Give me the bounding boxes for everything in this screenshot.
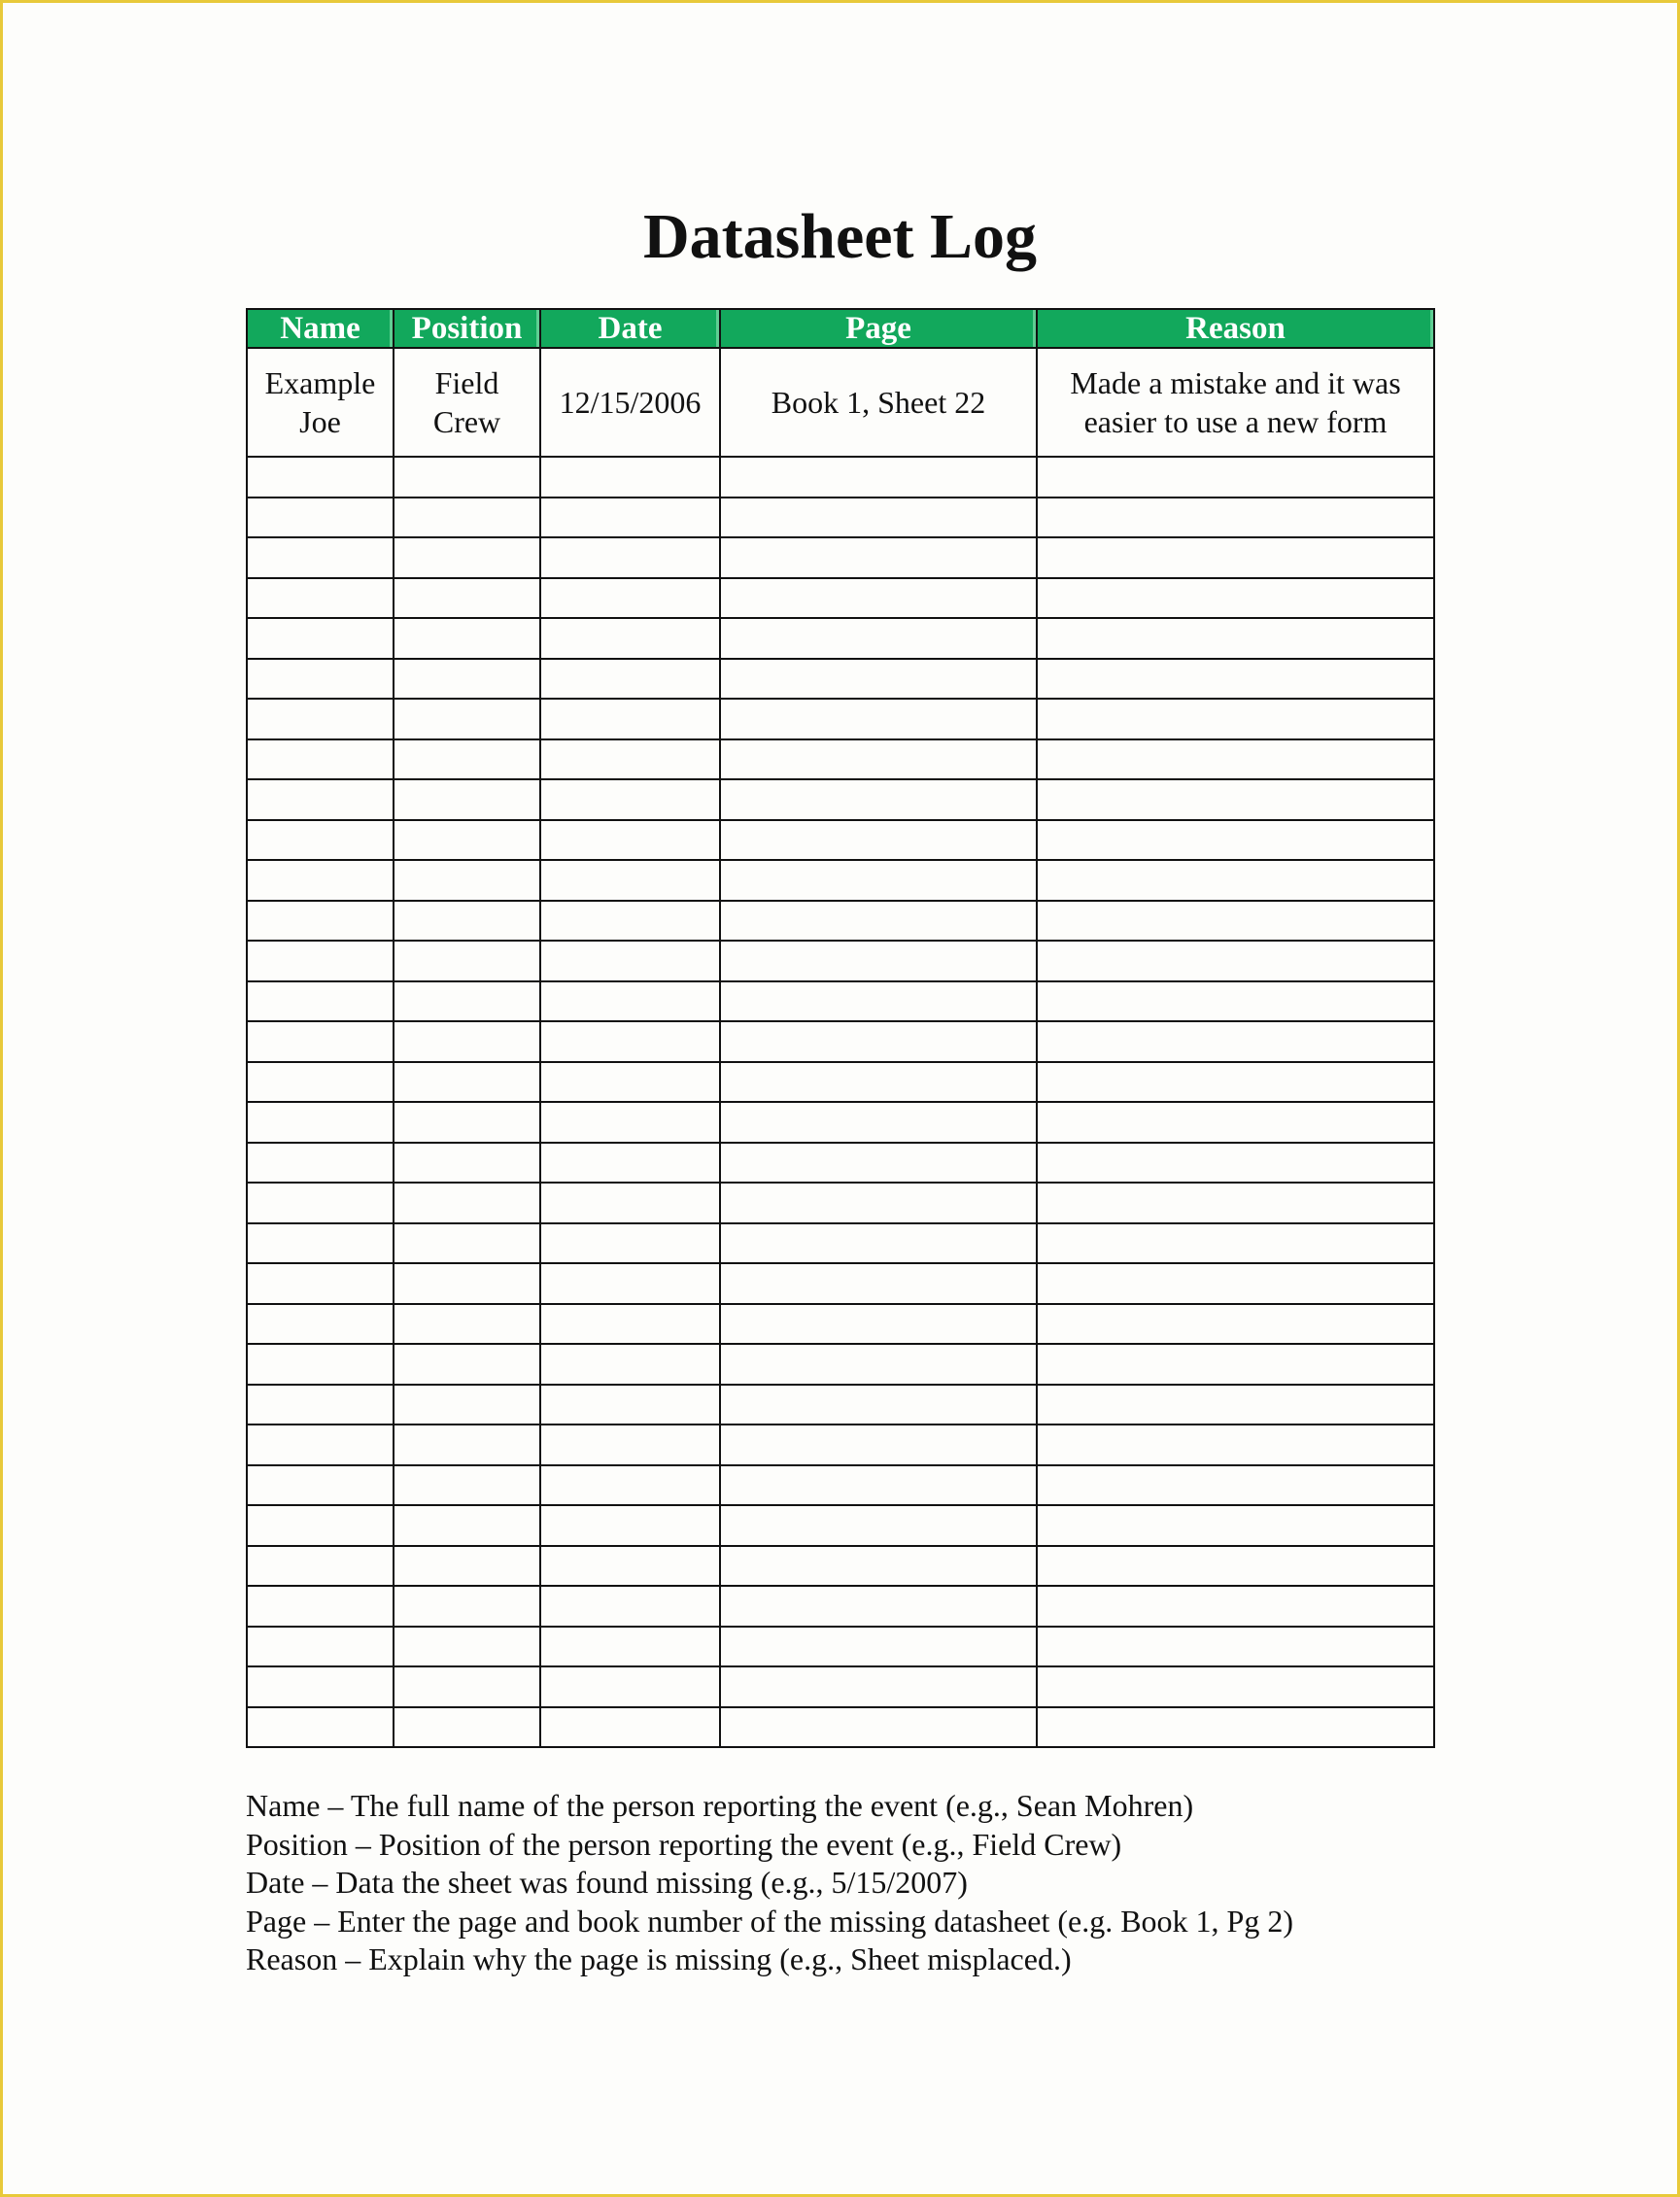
blank-reason-cell[interactable]: [1037, 1586, 1434, 1627]
blank-reason-cell[interactable]: [1037, 1385, 1434, 1425]
blank-position-cell[interactable]: [394, 1546, 540, 1587]
table-row: [247, 901, 1434, 942]
blank-position-cell[interactable]: [394, 901, 540, 942]
blank-position-cell[interactable]: [394, 1102, 540, 1143]
example-page-cell: Book 1, Sheet 22: [720, 348, 1037, 457]
table-row: [247, 860, 1434, 901]
blank-date-cell[interactable]: [540, 1183, 720, 1223]
table-row: [247, 1062, 1434, 1103]
blank-page-cell[interactable]: [720, 1062, 1037, 1103]
blank-name-cell[interactable]: [247, 1021, 394, 1062]
blank-reason-cell[interactable]: [1037, 1102, 1434, 1143]
blank-name-cell[interactable]: [247, 860, 394, 901]
blank-name-cell[interactable]: [247, 1304, 394, 1345]
table-row: [247, 1627, 1434, 1667]
blank-date-cell[interactable]: [540, 1062, 720, 1103]
column-header-reason: Reason: [1037, 309, 1434, 348]
table-row: [247, 981, 1434, 1022]
blank-page-cell[interactable]: [720, 981, 1037, 1022]
blank-page-cell[interactable]: [720, 1707, 1037, 1748]
blank-name-cell[interactable]: [247, 941, 394, 981]
blank-date-cell[interactable]: [540, 981, 720, 1022]
blank-name-cell[interactable]: [247, 1586, 394, 1627]
blank-reason-cell[interactable]: [1037, 537, 1434, 578]
blank-date-cell[interactable]: [540, 1707, 720, 1748]
blank-page-cell[interactable]: [720, 1102, 1037, 1143]
blank-page-cell[interactable]: [720, 1304, 1037, 1345]
example-name-line-2: Joe: [299, 404, 341, 439]
blank-name-cell[interactable]: [247, 1465, 394, 1506]
example-name-line-1: Example: [264, 365, 376, 400]
blank-date-cell[interactable]: [540, 1223, 720, 1264]
table-row: [247, 1344, 1434, 1385]
blank-date-cell[interactable]: [540, 498, 720, 538]
table-row: [247, 1586, 1434, 1627]
blank-name-cell[interactable]: [247, 739, 394, 780]
blank-position-cell[interactable]: [394, 860, 540, 901]
table-row: [247, 1143, 1434, 1184]
blank-position-cell[interactable]: [394, 1627, 540, 1667]
blank-date-cell[interactable]: [540, 1263, 720, 1304]
blank-name-cell[interactable]: [247, 1102, 394, 1143]
blank-page-cell[interactable]: [720, 1263, 1037, 1304]
table-row: [247, 941, 1434, 981]
blank-position-cell[interactable]: [394, 1021, 540, 1062]
blank-page-cell[interactable]: [720, 1385, 1037, 1425]
table-row: [247, 1505, 1434, 1546]
blank-position-cell[interactable]: [394, 739, 540, 780]
blank-position-cell[interactable]: [394, 578, 540, 619]
legend-position: Position – Position of the person reporting the event (e.g., Field Crew): [246, 1826, 1122, 1862]
example-reason-line-1: Made a mistake and it was: [1070, 365, 1401, 400]
blank-name-cell[interactable]: [247, 901, 394, 942]
blank-position-cell[interactable]: [394, 1263, 540, 1304]
column-header-position: Position: [394, 309, 540, 348]
blank-date-cell[interactable]: [540, 1425, 720, 1465]
blank-page-cell[interactable]: [720, 1021, 1037, 1062]
blank-page-cell[interactable]: [720, 618, 1037, 659]
blank-position-cell[interactable]: [394, 498, 540, 538]
blank-page-cell[interactable]: [720, 1465, 1037, 1506]
blank-page-cell[interactable]: [720, 659, 1037, 700]
blank-reason-cell[interactable]: [1037, 659, 1434, 700]
blank-page-cell[interactable]: [720, 941, 1037, 981]
blank-position-cell[interactable]: [394, 537, 540, 578]
blank-page-cell[interactable]: [720, 1586, 1037, 1627]
blank-name-cell[interactable]: [247, 1263, 394, 1304]
blank-reason-cell[interactable]: [1037, 860, 1434, 901]
blank-name-cell[interactable]: [247, 1385, 394, 1425]
blank-page-cell[interactable]: [720, 739, 1037, 780]
blank-name-cell[interactable]: [247, 1062, 394, 1103]
blank-date-cell[interactable]: [540, 1344, 720, 1385]
example-position-line-2: Crew: [432, 404, 501, 439]
blank-reason-cell[interactable]: [1037, 1707, 1434, 1748]
blank-position-cell[interactable]: [394, 1344, 540, 1385]
blank-reason-cell[interactable]: [1037, 1344, 1434, 1385]
blank-name-cell[interactable]: [247, 779, 394, 820]
blank-page-cell[interactable]: [720, 1183, 1037, 1223]
blank-reason-cell[interactable]: [1037, 739, 1434, 780]
blank-reason-cell[interactable]: [1037, 1223, 1434, 1264]
blank-page-cell[interactable]: [720, 1666, 1037, 1707]
blank-name-cell[interactable]: [247, 1223, 394, 1264]
blank-name-cell[interactable]: [247, 699, 394, 739]
blank-date-cell[interactable]: [540, 901, 720, 942]
example-position-cell: [394, 348, 540, 457]
blank-name-cell[interactable]: [247, 1627, 394, 1667]
blank-reason-cell[interactable]: [1037, 1627, 1434, 1667]
blank-position-cell[interactable]: [394, 1304, 540, 1345]
blank-date-cell[interactable]: [540, 1666, 720, 1707]
blank-name-cell[interactable]: [247, 1707, 394, 1748]
blank-name-cell[interactable]: [247, 457, 394, 498]
example-reason-line-2: easier to use a new form: [1083, 404, 1388, 439]
blank-date-cell[interactable]: [540, 1304, 720, 1345]
blank-position-cell[interactable]: [394, 1183, 540, 1223]
blank-page-cell[interactable]: [720, 578, 1037, 619]
table-row: [247, 1183, 1434, 1223]
blank-position-cell[interactable]: [394, 1385, 540, 1425]
legend-page: Page – Enter the page and book number of the missing datasheet (e.g. Book 1, Pg 2): [246, 1903, 1293, 1939]
table-row: [247, 1546, 1434, 1587]
example-name-cell: [247, 348, 394, 457]
blank-name-cell[interactable]: [247, 1425, 394, 1465]
blank-name-cell[interactable]: [247, 537, 394, 578]
blank-reason-cell[interactable]: [1037, 1143, 1434, 1184]
blank-reason-cell[interactable]: [1037, 1304, 1434, 1345]
blank-date-cell[interactable]: [540, 941, 720, 981]
blank-page-cell[interactable]: [720, 1425, 1037, 1465]
table-row: [247, 1385, 1434, 1425]
blank-reason-cell[interactable]: [1037, 941, 1434, 981]
table-row: [247, 1263, 1434, 1304]
blank-page-cell[interactable]: [720, 1546, 1037, 1587]
blank-page-cell[interactable]: [720, 860, 1037, 901]
blank-reason-cell[interactable]: [1037, 1062, 1434, 1103]
blank-page-cell[interactable]: [720, 457, 1037, 498]
blank-reason-cell[interactable]: [1037, 820, 1434, 861]
blank-position-cell[interactable]: [394, 1586, 540, 1627]
blank-position-cell[interactable]: [394, 981, 540, 1022]
column-header-name: Name: [247, 309, 394, 348]
blank-page-cell[interactable]: [720, 1344, 1037, 1385]
table-row: [247, 618, 1434, 659]
blank-name-cell[interactable]: [247, 659, 394, 700]
blank-position-cell[interactable]: [394, 779, 540, 820]
blank-date-cell[interactable]: [540, 779, 720, 820]
blank-position-cell[interactable]: [394, 1666, 540, 1707]
blank-name-cell[interactable]: [247, 820, 394, 861]
blank-reason-cell[interactable]: [1037, 981, 1434, 1022]
blank-name-cell[interactable]: [247, 1666, 394, 1707]
blank-reason-cell[interactable]: [1037, 1021, 1434, 1062]
table-row: [247, 1666, 1434, 1707]
blank-position-cell[interactable]: [394, 1707, 540, 1748]
blank-reason-cell[interactable]: [1037, 498, 1434, 538]
table-row: [247, 498, 1434, 538]
blank-reason-cell[interactable]: [1037, 618, 1434, 659]
blank-date-cell[interactable]: [540, 457, 720, 498]
example-date-cell: 12/15/2006: [540, 348, 720, 457]
blank-position-cell[interactable]: [394, 1062, 540, 1103]
blank-page-cell[interactable]: [720, 1627, 1037, 1667]
blank-position-cell[interactable]: [394, 1143, 540, 1184]
blank-reason-cell[interactable]: [1037, 1505, 1434, 1546]
blank-date-cell[interactable]: [540, 1586, 720, 1627]
blank-position-cell[interactable]: [394, 1223, 540, 1264]
table-row: [247, 779, 1434, 820]
blank-name-cell[interactable]: [247, 1183, 394, 1223]
table-row: [247, 578, 1434, 619]
blank-page-cell[interactable]: [720, 699, 1037, 739]
blank-page-cell[interactable]: [720, 820, 1037, 861]
blank-date-cell[interactable]: [540, 618, 720, 659]
example-row: [247, 348, 1434, 457]
blank-date-cell[interactable]: [540, 537, 720, 578]
table-row: [247, 739, 1434, 780]
blank-name-cell[interactable]: [247, 981, 394, 1022]
datasheet-log-table: [246, 308, 1435, 1748]
blank-page-cell[interactable]: [720, 901, 1037, 942]
table-row: [247, 457, 1434, 498]
table-row: [247, 1707, 1434, 1748]
blank-position-cell[interactable]: [394, 699, 540, 739]
table-row: [247, 1425, 1434, 1465]
page-title: Datasheet Log: [642, 201, 1038, 272]
blank-page-cell[interactable]: [720, 498, 1037, 538]
column-header-page: Page: [720, 309, 1037, 348]
legend-date: Date – Data the sheet was found missing (e.g., 5/15/2007): [246, 1865, 968, 1900]
blank-reason-cell[interactable]: [1037, 1666, 1434, 1707]
blank-reason-cell[interactable]: [1037, 1425, 1434, 1465]
legend-reason: Reason – Explain why the page is missing (e.g., Sheet misplaced.): [246, 1941, 1072, 1976]
example-reason-cell: [1037, 348, 1434, 457]
blank-name-cell[interactable]: [247, 1505, 394, 1546]
blank-name-cell[interactable]: [247, 618, 394, 659]
blank-position-cell[interactable]: [394, 618, 540, 659]
blank-date-cell[interactable]: [540, 739, 720, 780]
legend-name: Name – The full name of the person reporting the event (e.g., Sean Mohren): [246, 1788, 1194, 1823]
blank-position-cell[interactable]: [394, 1425, 540, 1465]
example-position-line-1: Field: [434, 365, 499, 400]
blank-date-cell[interactable]: [540, 1102, 720, 1143]
table-row: [247, 820, 1434, 861]
blank-date-cell[interactable]: [540, 860, 720, 901]
blank-page-cell[interactable]: [720, 1505, 1037, 1546]
blank-date-cell[interactable]: [540, 699, 720, 739]
blank-date-cell[interactable]: [540, 659, 720, 700]
table-row: [247, 1223, 1434, 1264]
table-header-row: [247, 309, 1434, 348]
table-row: [247, 1102, 1434, 1143]
blank-position-cell[interactable]: [394, 820, 540, 861]
blank-name-cell[interactable]: [247, 498, 394, 538]
blank-reason-cell[interactable]: [1037, 1263, 1434, 1304]
blank-page-cell[interactable]: [720, 537, 1037, 578]
blank-reason-cell[interactable]: [1037, 1546, 1434, 1587]
blank-date-cell[interactable]: [540, 578, 720, 619]
blank-date-cell[interactable]: [540, 1465, 720, 1506]
column-header-date: Date: [540, 309, 720, 348]
blank-date-cell[interactable]: [540, 1505, 720, 1546]
table-row: [247, 699, 1434, 739]
blank-reason-cell[interactable]: [1037, 779, 1434, 820]
blank-reason-cell[interactable]: [1037, 1465, 1434, 1506]
blank-position-cell[interactable]: [394, 1465, 540, 1506]
table-row: [247, 659, 1434, 700]
blank-position-cell[interactable]: [394, 457, 540, 498]
field-legend: [246, 1787, 1293, 1979]
blank-date-cell[interactable]: [540, 1143, 720, 1184]
blank-name-cell[interactable]: [247, 1344, 394, 1385]
blank-page-cell[interactable]: [720, 1143, 1037, 1184]
blank-name-cell[interactable]: [247, 578, 394, 619]
table-row: [247, 1465, 1434, 1506]
blank-reason-cell[interactable]: [1037, 699, 1434, 739]
blank-reason-cell[interactable]: [1037, 901, 1434, 942]
blank-reason-cell[interactable]: [1037, 1183, 1434, 1223]
table-row: [247, 1021, 1434, 1062]
blank-date-cell[interactable]: [540, 1385, 720, 1425]
blank-position-cell[interactable]: [394, 941, 540, 981]
table-row: [247, 1304, 1434, 1345]
blank-date-cell[interactable]: [540, 1627, 720, 1667]
blank-date-cell[interactable]: [540, 1546, 720, 1587]
blank-page-cell[interactable]: [720, 779, 1037, 820]
table-row: [247, 537, 1434, 578]
blank-reason-cell[interactable]: [1037, 578, 1434, 619]
blank-page-cell[interactable]: [720, 1223, 1037, 1264]
blank-date-cell[interactable]: [540, 1021, 720, 1062]
blank-reason-cell[interactable]: [1037, 457, 1434, 498]
blank-date-cell[interactable]: [540, 820, 720, 861]
blank-position-cell[interactable]: [394, 1505, 540, 1546]
blank-position-cell[interactable]: [394, 659, 540, 700]
blank-name-cell[interactable]: [247, 1143, 394, 1184]
blank-name-cell[interactable]: [247, 1546, 394, 1587]
